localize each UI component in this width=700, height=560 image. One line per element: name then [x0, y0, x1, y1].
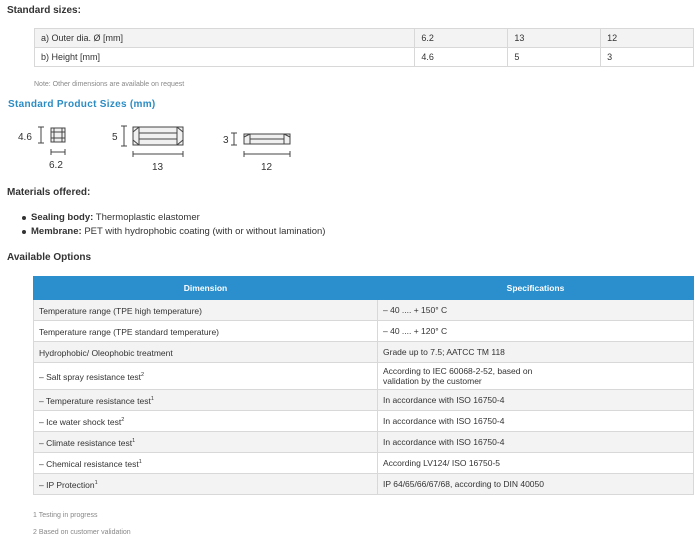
product-diagram-small — [14, 122, 94, 174]
table-row — [34, 390, 694, 411]
size-value: 5 — [508, 48, 601, 67]
list-item — [22, 225, 325, 239]
list-item — [22, 211, 325, 225]
table-row — [35, 29, 694, 48]
specification-cell: IP 64/65/66/67/68, according to DIN 40050 — [378, 474, 694, 495]
product-sizes-title: Standard Product Sizes (mm) — [8, 99, 156, 110]
specification-cell: Grade up to 7.5; AATCC TM 118 — [378, 342, 694, 363]
table-row — [34, 453, 694, 474]
standard-sizes-heading: Standard sizes: — [7, 5, 81, 16]
dimension-cell: Temperature range (TPE high temperature) — [34, 300, 378, 321]
materials-heading: Materials offered: — [7, 187, 91, 198]
diagram-height-label: 3 — [223, 135, 229, 146]
specification-cell: In accordance with ISO 16750-4 — [378, 432, 694, 453]
options-table — [33, 276, 694, 495]
dimension-cell: Temperature range (TPE standard temperature) — [34, 321, 378, 342]
table-row — [34, 342, 694, 363]
specification-cell: In accordance with ISO 16750-4 — [378, 411, 694, 432]
size-value: 6.2 — [415, 29, 508, 48]
dimension-cell: Hydrophobic/ Oleophobic treatment — [34, 342, 378, 363]
dimension-cell: – Salt spray resistance test$^2$ — [34, 363, 378, 390]
column-header-dimension: Dimension — [34, 277, 378, 300]
column-header-specifications: Specifications — [378, 277, 694, 300]
table-row — [34, 321, 694, 342]
dimension-cell: – Climate resistance test$^1$ — [34, 432, 378, 453]
specification-cell: – 40 .... + 120° C — [378, 321, 694, 342]
materials-list — [22, 211, 325, 239]
size-value: 4.6 — [415, 48, 508, 67]
options-heading: Available Options — [7, 252, 92, 263]
table-row — [34, 432, 694, 453]
specification-cell: According to IEC 60068-2-52, based on validation by the customer — [378, 363, 694, 390]
diagram-height-label: 4.6 — [18, 132, 32, 143]
specification-cell: In accordance with ISO 16750-4 — [378, 390, 694, 411]
table-header-row — [34, 277, 694, 300]
table-row — [35, 48, 694, 67]
product-diagram-large — [109, 122, 199, 174]
table-row — [34, 474, 694, 495]
diagram-diameter-label: 12 — [261, 162, 273, 173]
table-row — [34, 411, 694, 432]
diagram-height-label: 5 — [112, 132, 118, 143]
diagram-diameter-label: 13 — [152, 162, 164, 173]
size-value: 13 — [508, 29, 601, 48]
specification-cell: – 40 .... + 150° C — [378, 300, 694, 321]
table-row — [34, 363, 694, 390]
material-desc: Thermoplastic elastomer — [93, 212, 200, 223]
size-label: a) Outer dia. Ø [mm] — [35, 29, 415, 48]
footnote: 2 Based on customer validation — [33, 529, 131, 536]
table-row — [34, 300, 694, 321]
dimension-cell: – IP Protection$^1$ — [34, 474, 378, 495]
material-term: Membrane: — [31, 226, 82, 237]
size-value: 12 — [601, 29, 694, 48]
material-term: Sealing body: — [31, 212, 94, 223]
sizes-note: Note: Other dimensions are available on request — [34, 81, 185, 88]
diagram-diameter-label: 6.2 — [49, 160, 63, 171]
size-value: 3 — [601, 48, 694, 67]
size-label: b) Height [mm] — [35, 48, 415, 67]
dimension-cell: – Chemical resistance test$^1$ — [34, 453, 378, 474]
dimension-cell: – Ice water shock test$^2$ — [34, 411, 378, 432]
material-desc: PET with hydrophobic coating (with or without lamination) — [81, 226, 326, 237]
product-diagram-flat — [220, 122, 310, 174]
dimension-cell: – Temperature resistance test$^1$ — [34, 390, 378, 411]
footnote: 1 Testing in progress — [33, 512, 98, 519]
standard-sizes-table — [34, 28, 694, 67]
specification-cell: According LV124/ ISO 16750-5 — [378, 453, 694, 474]
